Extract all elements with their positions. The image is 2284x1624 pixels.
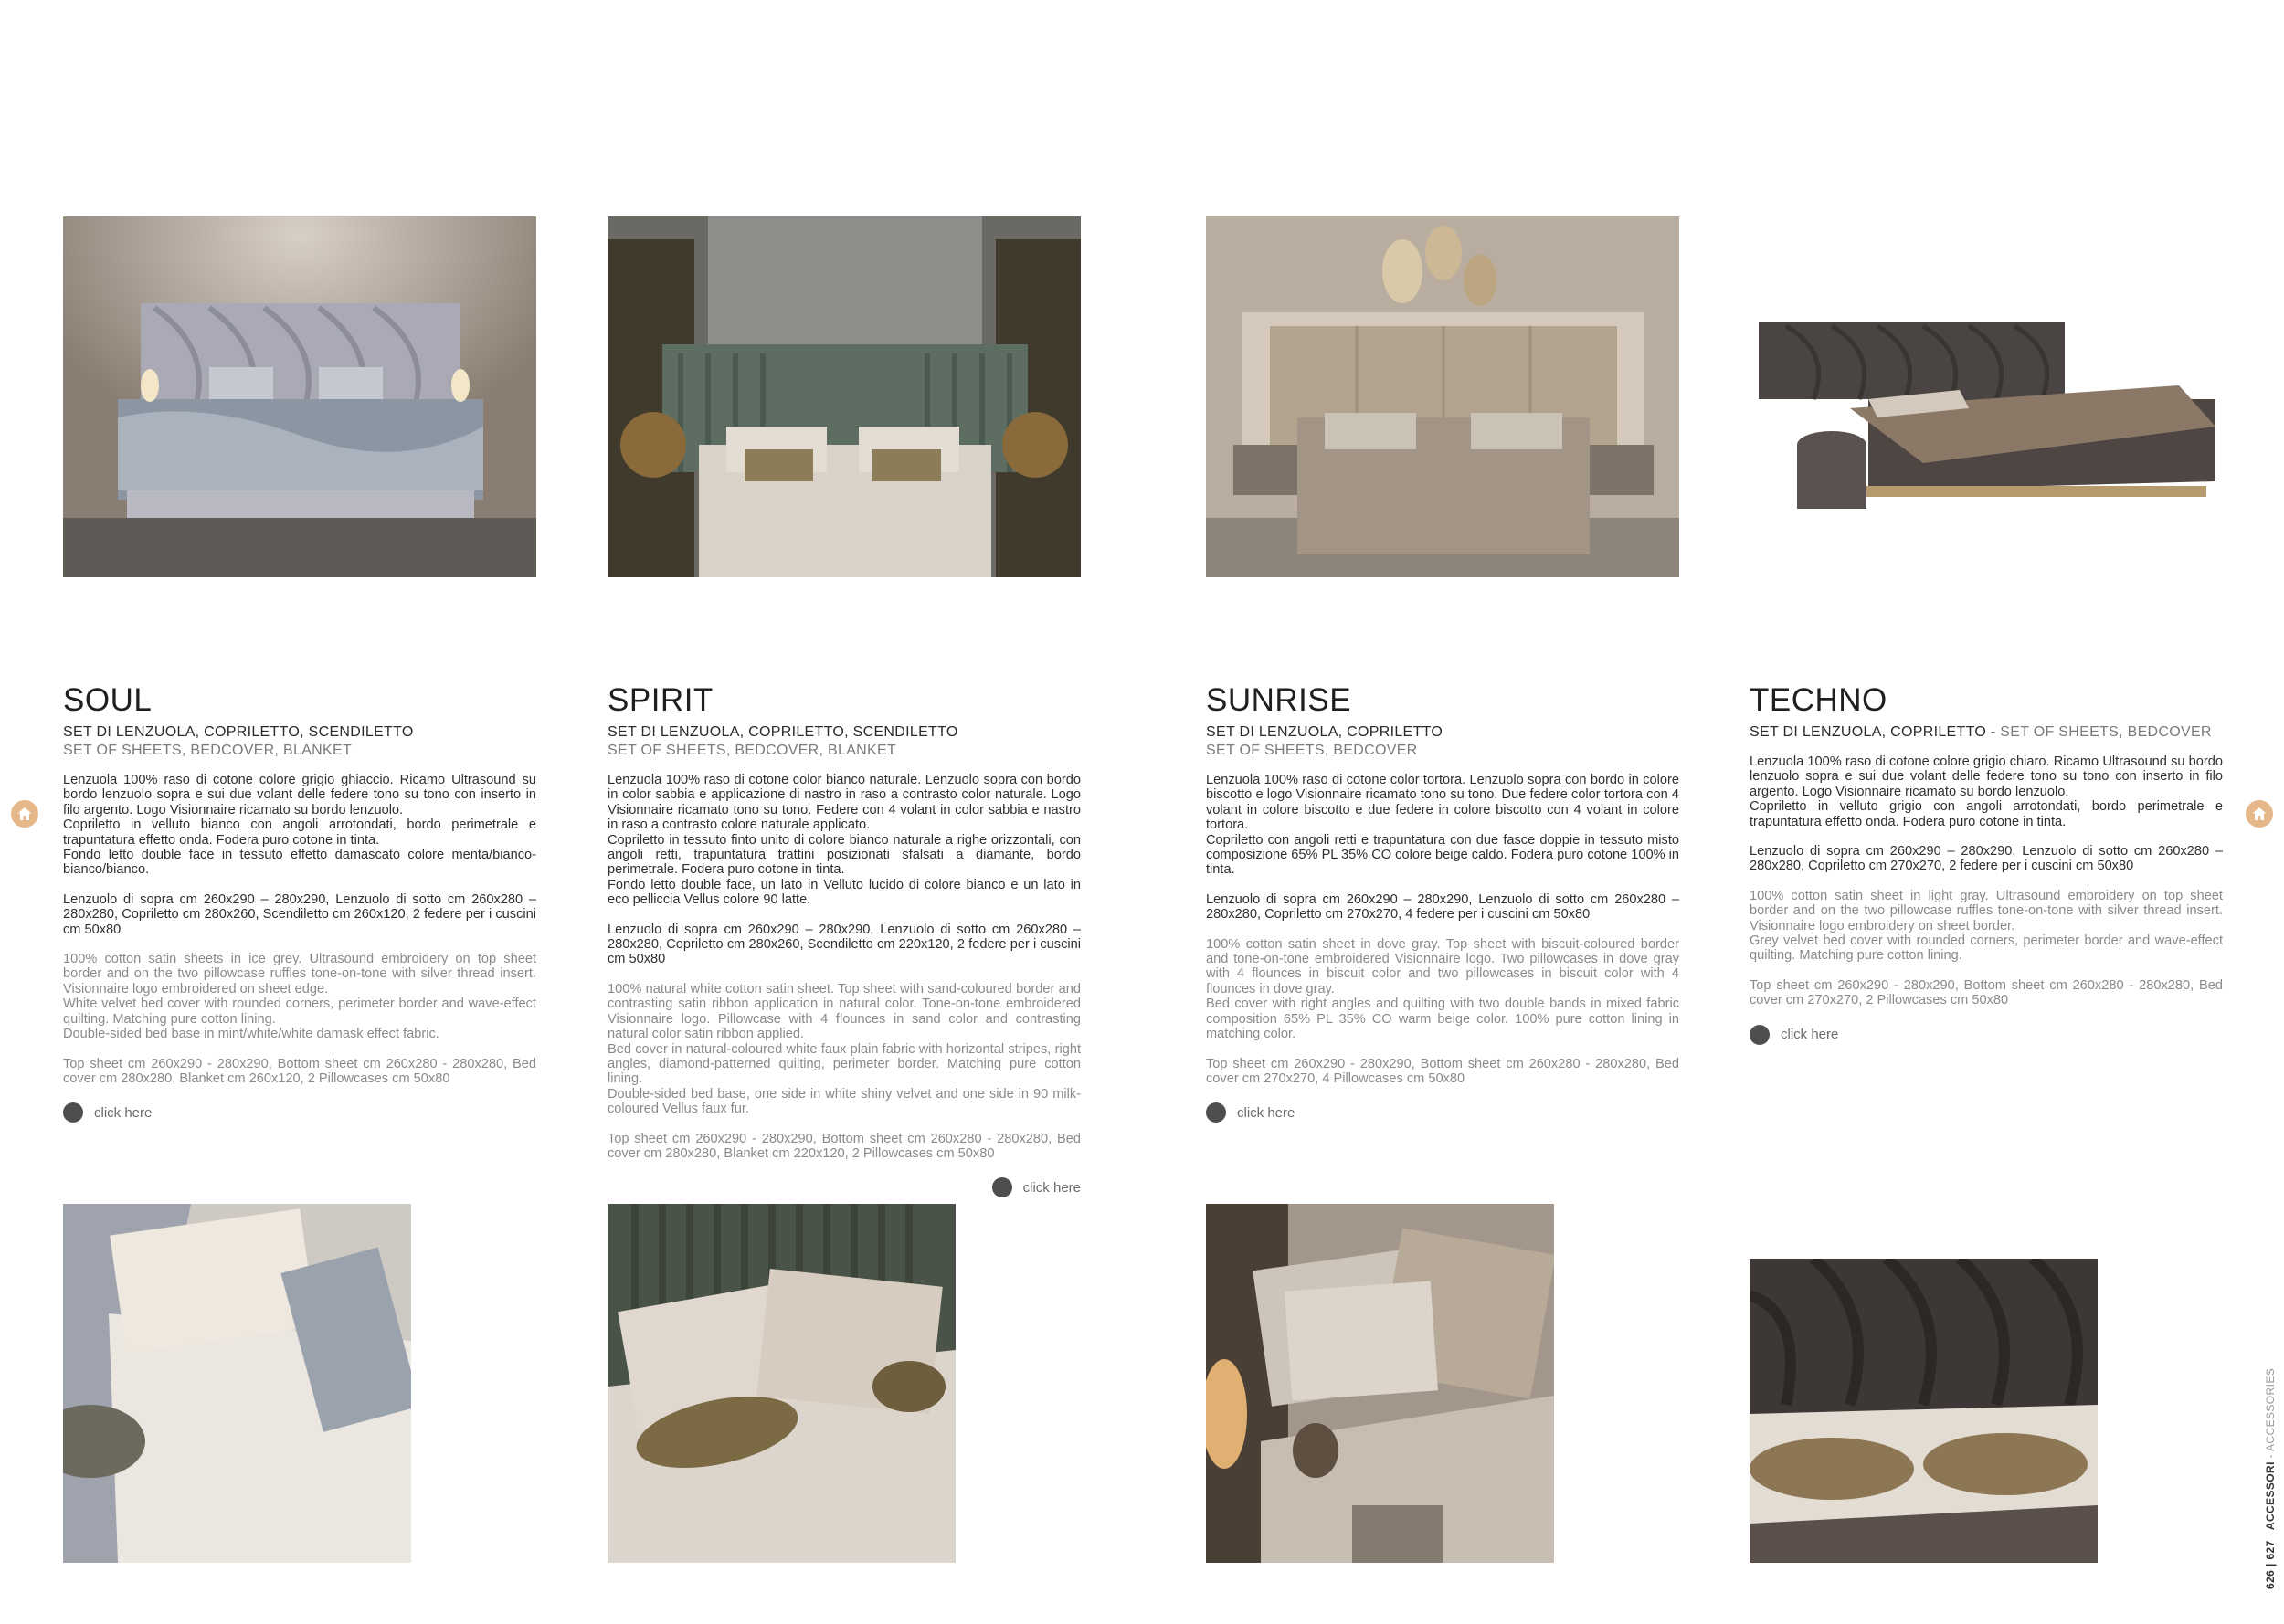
sunrise-detail-photo (1206, 1204, 1554, 1563)
product-subtitle-it: SET DI LENZUOLA, COPRILETTO, SCENDILETTO (608, 724, 958, 740)
link-dot-icon (1206, 1102, 1226, 1123)
subsection-label: ACCESSORIES (2264, 1367, 2277, 1451)
sizes-en: Top sheet cm 260x290 - 280x290, Bottom sheet cm 260x280 - 280x280, Bed cover cm 270x270, 4 Pillowcases cm 50x80 (1206, 1056, 1679, 1086)
product-spirit (608, 683, 1081, 1197)
link-dot-icon (1750, 1025, 1770, 1045)
sizes-en: Top sheet cm 260x290 - 280x290, Bottom sheet cm 260x280 - 280x280, Bed cover cm 270x270, 2 Pillowcases cm 50x80 (1750, 977, 2223, 1008)
click-here-link[interactable] (608, 1177, 1081, 1197)
product-subtitle-it: SET DI LENZUOLA, COPRILETTO - (1750, 724, 2001, 740)
click-here-link[interactable] (1206, 1102, 1679, 1123)
section-separator: - (2264, 1450, 2277, 1462)
spirit-detail-photo (608, 1204, 956, 1563)
click-here-label: click here (94, 1104, 153, 1121)
click-here-label: click here (1022, 1179, 1081, 1196)
home-button-right[interactable] (2246, 800, 2273, 828)
description-it: Lenzuola 100% raso di cotone colore grigio ghiaccio. Ricamo Ultrasound su bordo lenzuolo sopra e sui due volant delle federe tono su tono con inserto in filo argento. Logo Visionnaire ricamato su bordo lenzuolo. Copriletto in velluto bianco con angoli arrotondati, bordo perimetrale e trapuntatura effetto onda. Fodera puro cotone in tinta. Fondo letto double face in tessuto effetto damascato colore menta/bianco-bianco/bianco. (63, 773, 536, 878)
product-subtitle (1750, 723, 2223, 742)
description-en: 100% cotton satin sheets in ice grey. Ultrasound embroidery on top sheet border and on the two pillowcase ruffles tone-on-tone with silver thread insert. Visionnaire logo embroidered on sheet edge. White velvet bed cover with rounded corners, perimeter border and wave-effect quilting. Matching pure cotton lining. Double-sided bed base in mint/white/white damask effect fabric. (63, 952, 536, 1042)
page-footer (2264, 1368, 2277, 1589)
sizes-it: Lenzuolo di sopra cm 260x290 – 280x290, Lenzuolo di sotto cm 260x280 – 280x280, Copriletto cm 280x260, Scendiletto cm 260x120, 2 federe per i cuscini cm 50x80 (63, 891, 536, 937)
description-en: 100% natural white cotton satin sheet. Top sheet with sand-coloured border and contrasting satin ribbon application in natural color. Tone-on-tone embroidered Visionnaire logo. Pillowcase with 4 flounces in sand color and contrasting natural color satin ribbon applied. Bed cover in natural-coloured white faux plain fabric with horizontal stripes, right angles, diamond-patterned quilting, perimeter border. Matching pure cotton lining. Double-sided bed base, one side in white shiny velvet and one side in 90 milk-coloured Vellus faux fur. (608, 981, 1081, 1117)
sunrise-bed-photo (1206, 216, 1679, 577)
techno-detail-photo (1750, 1259, 2098, 1563)
home-icon (2251, 806, 2268, 822)
techno-bed-photo (1750, 216, 2223, 577)
description-it: Lenzuola 100% raso di cotone color tortora. Lenzuolo sopra con bordo in colore biscotto e logo Visionnaire ricamato tono su tono. Due federe color tortora con 4 volant in colore biscotto e due federe in colore biscotto con 4 volant in colore tortora. Copriletto con angoli retti e trapuntatura con due fasce doppie in tessuto misto composizione 65% PL 35% CO colore beige caldo. Fodera puro cotone 100% in tinta. (1206, 773, 1679, 878)
description-en: 100% cotton satin sheet in light gray. Ultrasound embroidery on top sheet border and on the two pillowcase ruffles tone-on-tone with silver thread insert. Visionnaire logo embroidery on sheet border. Grey velvet bed cover with rounded corners, perimeter border and wave-effect quilting. Matching pure cotton lining. (1750, 888, 2223, 964)
click-here-link[interactable] (1750, 1025, 2223, 1045)
sizes-it: Lenzuolo di sopra cm 260x290 – 280x290, Lenzuolo di sotto cm 260x280 – 280x280, Copriletto cm 270x270, 4 federe per i cuscini cm 50x80 (1206, 891, 1679, 923)
product-techno (1750, 683, 2223, 1045)
sizes-en: Top sheet cm 260x290 - 280x290, Bottom sheet cm 260x280 - 280x280, Bed cover cm 280x280, Blanket cm 220x120, 2 Pillowcases cm 50x80 (608, 1131, 1081, 1161)
product-subtitle-it: SET DI LENZUOLA, COPRILETTO, SCENDILETTO (63, 724, 414, 740)
link-dot-icon (992, 1177, 1012, 1197)
product-title: SOUL (63, 682, 153, 718)
product-title: SUNRISE (1206, 682, 1352, 718)
product-title: TECHNO (1750, 682, 1887, 718)
product-soul (63, 683, 536, 1123)
product-subtitle-en: SET OF SHEETS, BEDCOVER, BLANKET (608, 743, 897, 758)
click-here-label: click here (1781, 1027, 1839, 1043)
spirit-bed-photo (608, 216, 1081, 577)
product-subtitle-en: SET OF SHEETS, BEDCOVER (1206, 743, 1418, 758)
description-en: 100% cotton satin sheet in dove gray. Top sheet with biscuit-coloured border and tone-on-tone embroidered Visionnaire logo. Two pillowcases in dove gray with 4 flounces in biscuit color and two pillowcases in biscuit color with 4 flounces in dove gray. Bed cover with right angles and quilting with two double bands in mixed fabric composition 65% PL 35% CO warm beige color. 100% pure cotton lining in matching color. (1206, 936, 1679, 1042)
product-subtitle-en: SET OF SHEETS, BEDCOVER, BLANKET (63, 743, 353, 758)
product-subtitle-en: SET OF SHEETS, BEDCOVER (2000, 724, 2212, 740)
product-title: SPIRIT (608, 682, 714, 718)
soul-bed-photo (63, 216, 536, 577)
click-here-link[interactable] (63, 1102, 536, 1123)
home-icon (16, 806, 33, 822)
sizes-en: Top sheet cm 260x290 - 280x290, Bottom sheet cm 260x280 - 280x280, Bed cover cm 280x280, Blanket cm 260x120, 2 Pillowcases cm 50x80 (63, 1056, 536, 1086)
soul-detail-photo (63, 1204, 411, 1563)
section-label: ACCESSORI (2264, 1461, 2277, 1531)
description-it: Lenzuola 100% raso di cotone color bianco naturale. Lenzuolo sopra con bordo in color sabbia e applicazione di nastro in raso a contrasto color naturale. Logo Visionnaire ricamato tono su tono. Federe con 4 volant in color sabbia e nastro in raso a contrasto colore naturale applicato. Copriletto in tessuto finto unito di colore bianco naturale a righe orizzontali, con angoli retti, trapuntatura trattini posizionati sfalsati a diamante, bordo perimetrale. Fodera puro cotone in tinta. Fondo letto double face, un lato in Velluto lucido di colore bianco e un lato in eco pelliccia Vellus colore 90 latte. (608, 773, 1081, 908)
link-dot-icon (63, 1102, 83, 1123)
product-sunrise (1206, 683, 1679, 1123)
sizes-it: Lenzuolo di sopra cm 260x290 – 280x290, Lenzuolo di sotto cm 260x280 – 280x280, Copriletto cm 270x270, 2 federe per i cuscini cm 50x80 (1750, 844, 2223, 874)
home-button-left[interactable] (11, 800, 38, 828)
description-it: Lenzuola 100% raso di cotone colore grigio chiaro. Ricamo Ultrasound su bordo lenzuolo sopra e sui due volant delle federe tono su tono con inserto in filo argento. Logo Visionnaire ricamato su bordo lenzuolo. Copriletto in velluto grigio con angoli arrotondati, bordo perimetrale e trapuntatura effetto onda. Fodera puro cotone in tinta. (1750, 754, 2223, 829)
sizes-it: Lenzuolo di sopra cm 260x290 – 280x290, Lenzuolo di sotto cm 260x280 – 280x280, Copriletto cm 280x260, Scendiletto cm 220x120, 2 federe per i cuscini cm 50x80 (608, 922, 1081, 967)
product-subtitle-it: SET DI LENZUOLA, COPRILETTO (1206, 724, 1443, 740)
click-here-label: click here (1237, 1104, 1295, 1121)
page-numbers: 626 | 627 (2264, 1540, 2277, 1589)
